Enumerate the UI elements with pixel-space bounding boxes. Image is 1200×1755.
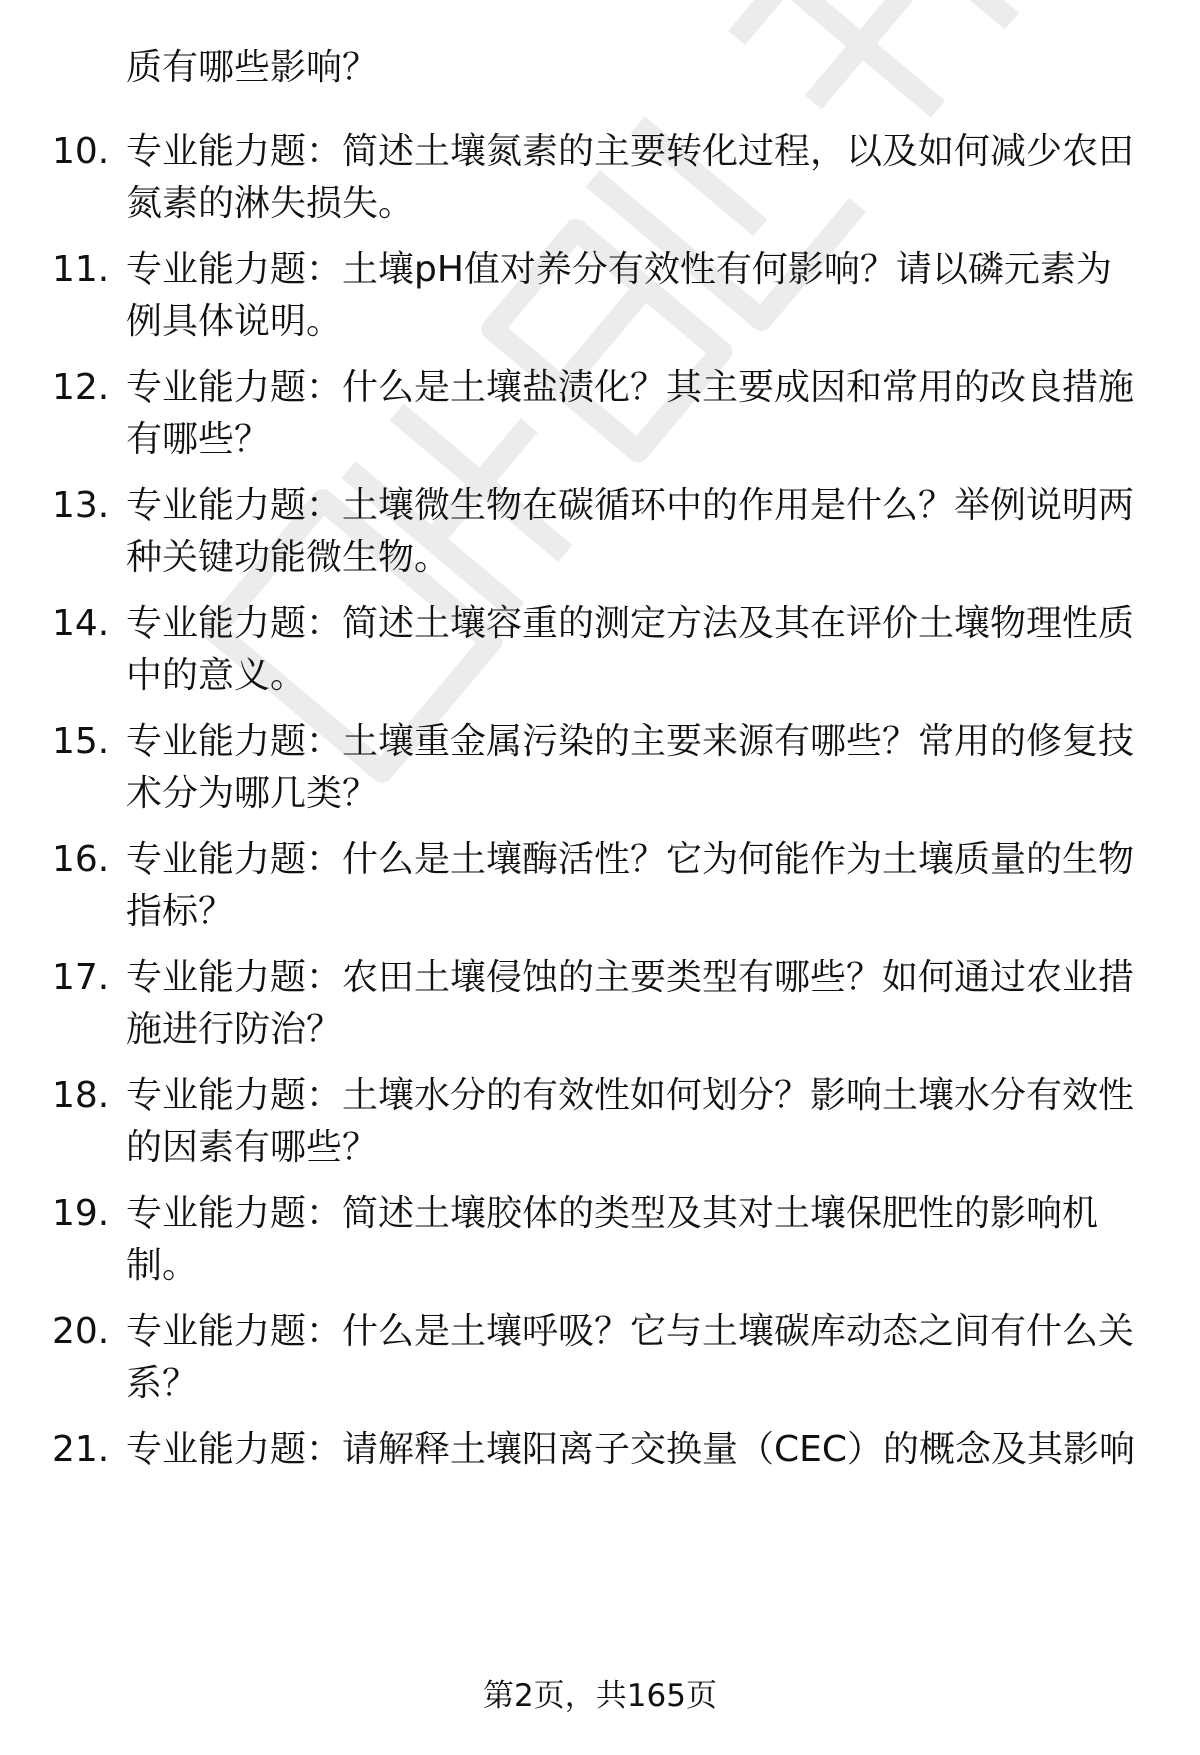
question-text: 专业能力题：土壤pH值对养分有效性有何影响？请以磷元素为例具体说明。 — [126, 249, 1112, 342]
question-number: 20. — [52, 1311, 110, 1352]
question-text: 专业能力题：简述土壤氮素的主要转化过程，以及如何减少农田氮素的淋失损失。 — [126, 131, 1135, 224]
question-number: 18. — [52, 1075, 110, 1116]
question-number: 13. — [52, 485, 110, 526]
question-text: 专业能力题：土壤水分的有效性如何划分？影响土壤水分有效性的因素有哪些？ — [126, 1075, 1135, 1168]
question-text: 专业能力题：什么是土壤呼吸？它与土壤碳库动态之间有什么关系？ — [126, 1311, 1135, 1404]
question-text: 专业能力题：简述土壤容重的测定方法及其在评价土壤物理性质中的意义。 — [126, 603, 1135, 696]
question-number: 16. — [52, 839, 110, 880]
question-number: 10. — [52, 131, 110, 172]
question-number: 15. — [52, 721, 110, 762]
question-number: 12. — [52, 367, 110, 408]
question-number: 21. — [52, 1429, 110, 1470]
question-text: 专业能力题：简述土壤胶体的类型及其对土壤保肥性的影响机制。 — [126, 1193, 1099, 1286]
question-number: 17. — [52, 957, 110, 998]
question-text: 专业能力题：农田土壤侵蚀的主要类型有哪些？如何通过农业措施进行防治？ — [126, 957, 1135, 1050]
question-text: 专业能力题：土壤重金属污染的主要来源有哪些？常用的修复技术分为哪几类？ — [126, 721, 1135, 814]
question-number: 19. — [52, 1193, 110, 1234]
continued-question-text: 质有哪些影响？ — [126, 47, 379, 88]
question-text: 专业能力题：什么是土壤酶活性？它为何能作为土壤质量的生物指标？ — [126, 839, 1135, 932]
question-number: 11. — [52, 249, 110, 290]
question-text: 专业能力题：土壤微生物在碳循环中的作用是什么？举例说明两种关键功能微生物。 — [126, 485, 1135, 578]
page-number-footer: 第2页，共165页 — [483, 1678, 717, 1714]
question-text: 专业能力题：什么是土壤盐渍化？其主要成因和常用的改良措施有哪些？ — [126, 367, 1135, 460]
question-text: 专业能力题：请解释土壤阳离子交换量（CEC）的概念及其影响 — [126, 1429, 1136, 1470]
question-number: 14. — [52, 603, 110, 644]
